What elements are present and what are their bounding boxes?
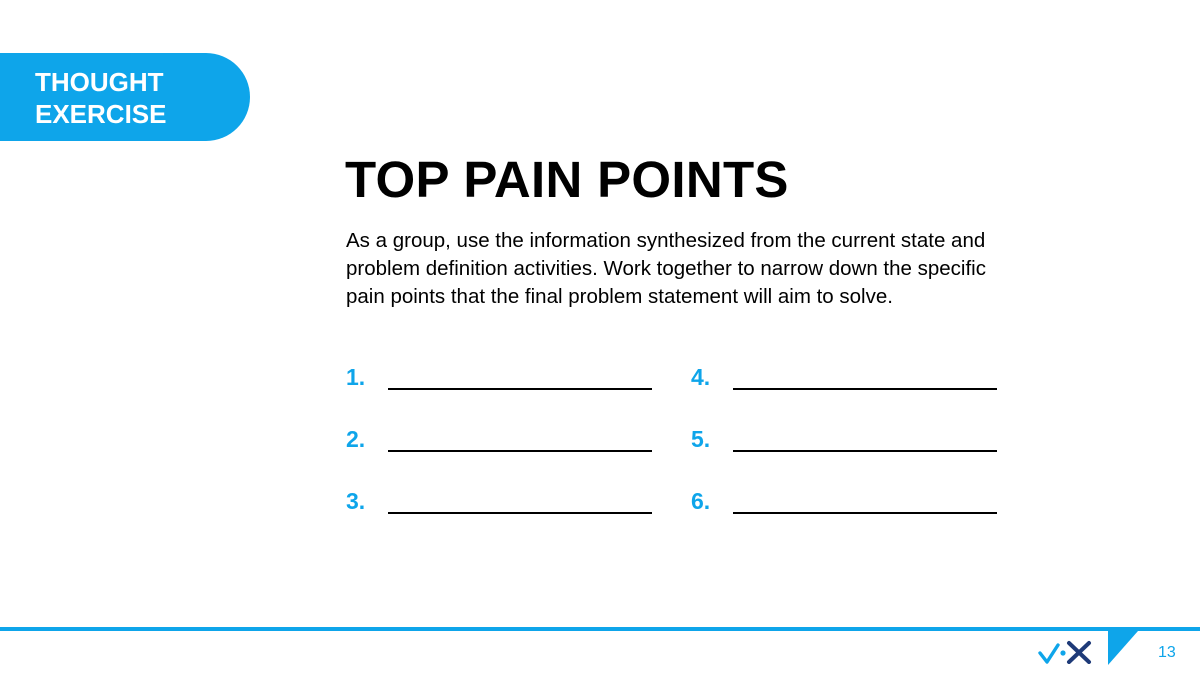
page-number: 13 <box>1158 644 1176 661</box>
blank-line <box>733 450 997 452</box>
slide-title: TOP PAIN POINTS <box>345 151 789 208</box>
blank-line <box>733 388 997 390</box>
blank-line <box>388 450 652 452</box>
item-number: 6. <box>691 488 711 514</box>
blank-line <box>733 512 997 514</box>
item-number: 2. <box>346 426 366 452</box>
instructions-text: As a group, use the information synthesized from the current state and problem definition activities. Work together to narrow down the specific pain points that the final problem statement will aim to solve. <box>346 229 986 308</box>
item-number: 3. <box>346 488 366 514</box>
footer-accent-triangle <box>1108 631 1138 665</box>
item-number: 5. <box>691 426 711 452</box>
item-number: 1. <box>346 364 366 390</box>
blank-line <box>388 512 652 514</box>
tag-line-1: THOUGHT <box>35 67 164 97</box>
ux-logo-icon <box>1038 640 1094 664</box>
footer-divider <box>0 627 1200 631</box>
item-number: 4. <box>691 364 711 390</box>
thought-exercise-tag <box>0 53 250 141</box>
blank-line <box>388 388 652 390</box>
tag-line-2: EXERCISE <box>35 99 167 129</box>
